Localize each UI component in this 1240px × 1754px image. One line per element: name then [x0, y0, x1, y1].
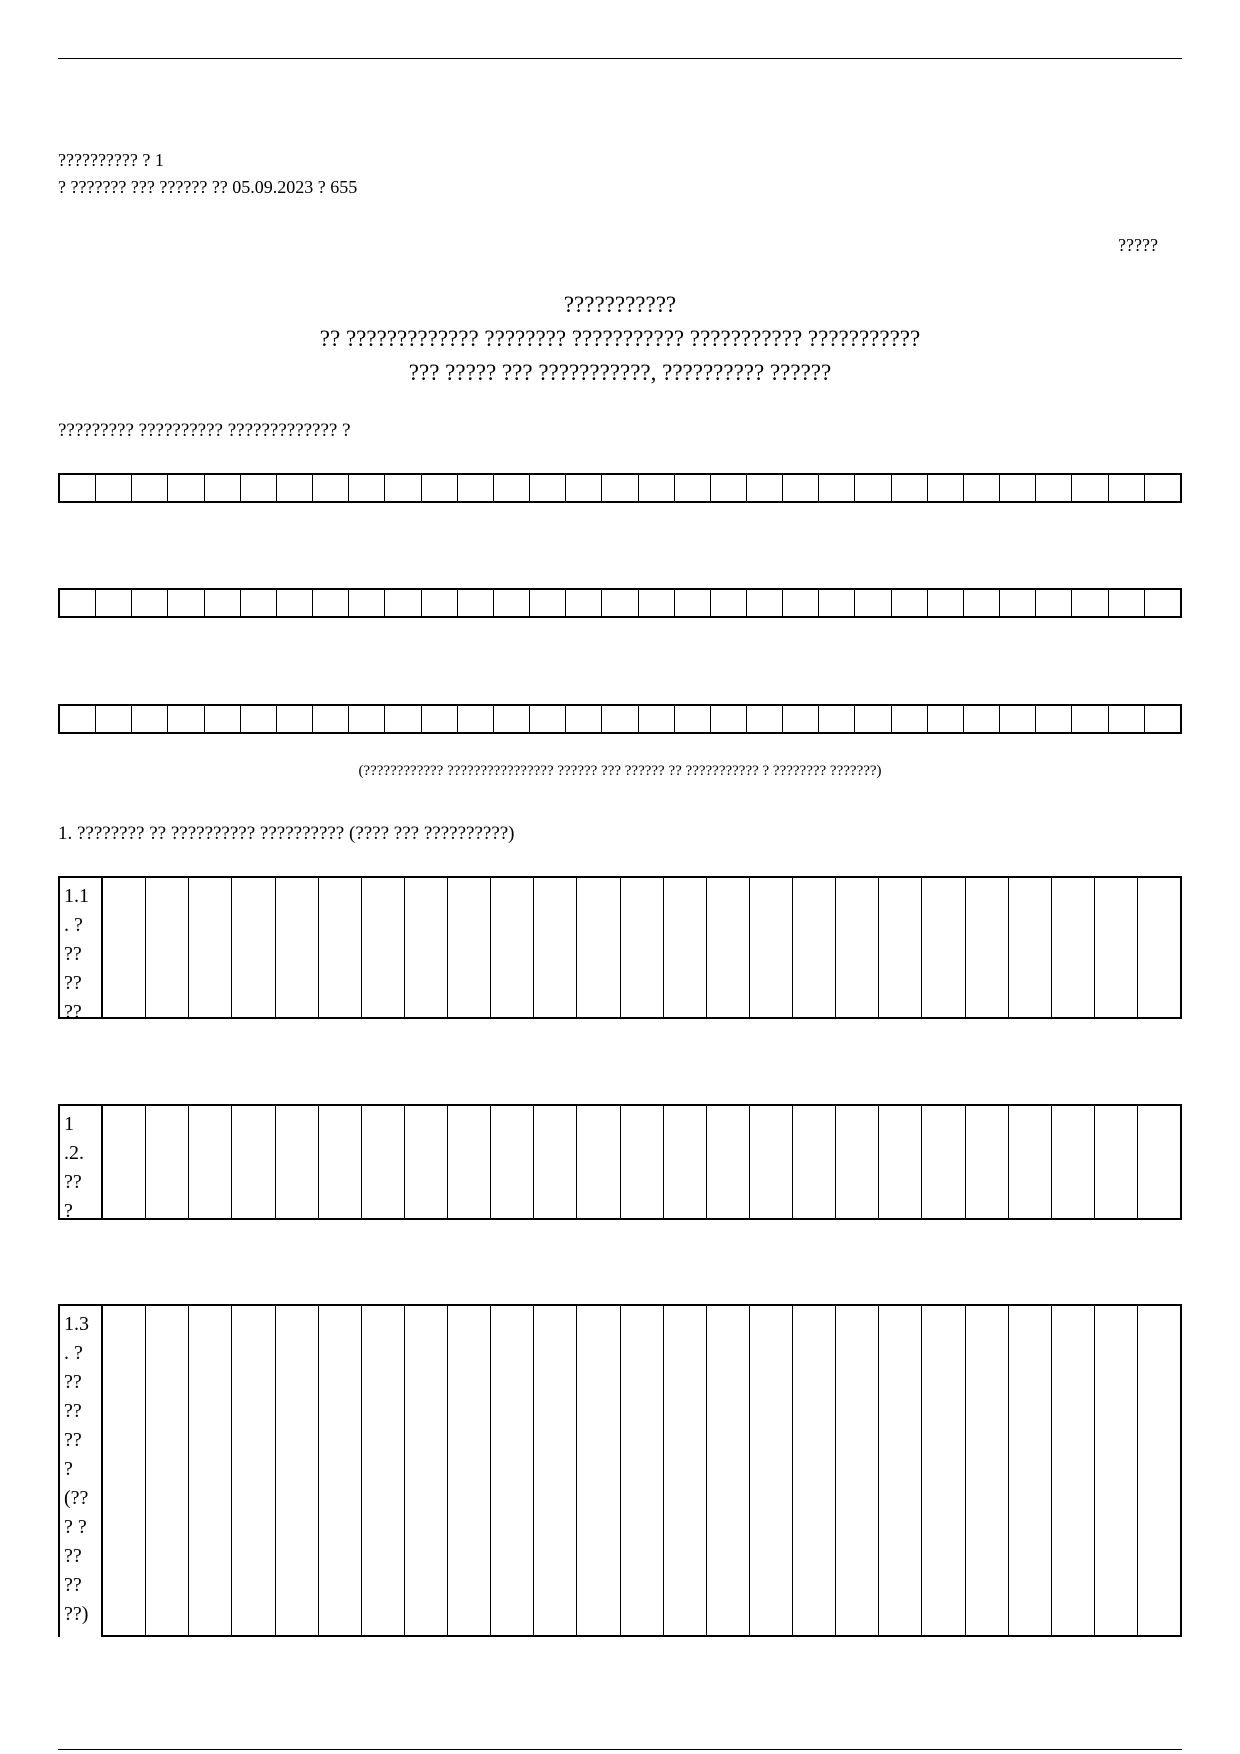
character-cell[interactable]: [205, 590, 241, 616]
character-cell[interactable]: [892, 475, 928, 501]
grid-cell[interactable]: [319, 1306, 362, 1637]
character-cell[interactable]: [602, 590, 638, 616]
character-cell[interactable]: [1145, 706, 1180, 732]
grid-cell[interactable]: [793, 878, 836, 1017]
grid-cell[interactable]: [362, 878, 405, 1017]
grid-cell[interactable]: [534, 878, 577, 1017]
grid-cell[interactable]: [491, 1106, 534, 1218]
grid-cell[interactable]: [922, 878, 965, 1017]
grid-cell[interactable]: [448, 878, 491, 1017]
field-caption: (???????????? ???????????????? ?????? ??? ?????? ?? ??????????? ? ???????? ???????): [358, 763, 882, 779]
grid-cell[interactable]: [750, 878, 793, 1017]
appendix-number: ?????????? ? 1: [58, 150, 164, 170]
character-cell[interactable]: [855, 590, 891, 616]
grid-cell[interactable]: [405, 878, 448, 1017]
character-cell[interactable]: [132, 706, 168, 732]
character-cell[interactable]: [530, 706, 566, 732]
character-cell[interactable]: [132, 475, 168, 501]
grid-cell[interactable]: [707, 878, 750, 1017]
character-cell[interactable]: [711, 706, 747, 732]
grid-cell[interactable]: [146, 1306, 189, 1637]
character-cell[interactable]: [1109, 590, 1145, 616]
top-rule: [58, 58, 1182, 59]
character-cell[interactable]: [1109, 706, 1145, 732]
character-cell[interactable]: [1145, 590, 1180, 616]
grid-cell[interactable]: [621, 878, 664, 1017]
grid-cell[interactable]: [276, 878, 319, 1017]
character-cell[interactable]: [96, 475, 132, 501]
character-cell[interactable]: [964, 706, 1000, 732]
grid-cell[interactable]: [491, 878, 534, 1017]
form-label: ?????: [1118, 235, 1158, 255]
grid-cell[interactable]: [362, 1306, 405, 1637]
character-cell[interactable]: [1072, 590, 1108, 616]
character-cell[interactable]: [892, 706, 928, 732]
grid-cell[interactable]: [707, 1106, 750, 1218]
character-cell[interactable]: [277, 706, 313, 732]
character-cell[interactable]: [385, 475, 421, 501]
grid-cell[interactable]: [621, 1106, 664, 1218]
character-cell[interactable]: [422, 475, 458, 501]
grid-1-2-label: 1 .2. ?? ?: [60, 1106, 103, 1218]
character-cell[interactable]: [349, 590, 385, 616]
grid-cell[interactable]: [276, 1106, 319, 1218]
character-cell[interactable]: [928, 475, 964, 501]
character-cell[interactable]: [313, 590, 349, 616]
grid-1-1-label: 1.1 . ? ?? ?? ??: [60, 878, 103, 1017]
character-cell[interactable]: [1072, 706, 1108, 732]
character-cell[interactable]: [277, 475, 313, 501]
grid-cell[interactable]: [103, 878, 146, 1017]
organization-name-cells-row-3[interactable]: [58, 704, 1182, 734]
grid-cell[interactable]: [232, 1106, 275, 1218]
character-cell[interactable]: [566, 590, 602, 616]
grid-cell[interactable]: [491, 1306, 534, 1637]
grid-cell[interactable]: [577, 1306, 620, 1637]
document-title: ???????????: [563, 292, 677, 317]
character-cell[interactable]: [241, 590, 277, 616]
character-cell[interactable]: [964, 590, 1000, 616]
organization-name-cells-row-1[interactable]: [58, 473, 1182, 503]
character-cell[interactable]: [96, 590, 132, 616]
character-cell[interactable]: [892, 590, 928, 616]
character-cell[interactable]: [639, 475, 675, 501]
character-cell[interactable]: [349, 475, 385, 501]
character-cell[interactable]: [422, 706, 458, 732]
character-cell[interactable]: [458, 590, 494, 616]
grid-cell[interactable]: [1095, 1306, 1138, 1637]
character-cell[interactable]: [349, 706, 385, 732]
character-cell[interactable]: [566, 475, 602, 501]
grid-cell[interactable]: [966, 878, 1009, 1017]
grid-cell[interactable]: [103, 1106, 146, 1218]
grid-cell[interactable]: [1138, 878, 1180, 1017]
grid-cell[interactable]: [103, 1306, 146, 1637]
character-cell[interactable]: [711, 475, 747, 501]
character-cell[interactable]: [241, 475, 277, 501]
character-cell[interactable]: [783, 475, 819, 501]
grid-cell[interactable]: [146, 1106, 189, 1218]
grid-cell[interactable]: [922, 1306, 965, 1637]
character-cell[interactable]: [1109, 475, 1145, 501]
character-cell[interactable]: [639, 590, 675, 616]
character-cell[interactable]: [422, 590, 458, 616]
grid-cell[interactable]: [750, 1106, 793, 1218]
grid-cell[interactable]: [707, 1306, 750, 1637]
grid-cell[interactable]: [1095, 878, 1138, 1017]
grid-cell[interactable]: [319, 1106, 362, 1218]
grid-cell[interactable]: [1138, 1306, 1180, 1637]
character-cell[interactable]: [1036, 475, 1072, 501]
character-cell[interactable]: [819, 590, 855, 616]
character-cell[interactable]: [313, 706, 349, 732]
grid-cell[interactable]: [793, 1306, 836, 1637]
organization-name-cells-row-2[interactable]: [58, 588, 1182, 618]
grid-cell[interactable]: [966, 1106, 1009, 1218]
grid-cell[interactable]: [1052, 878, 1095, 1017]
bottom-rule: [58, 1749, 1182, 1750]
character-cell[interactable]: [96, 706, 132, 732]
grid-cell[interactable]: [534, 1106, 577, 1218]
grid-1-1[interactable]: [58, 876, 1182, 1019]
character-cell[interactable]: [313, 475, 349, 501]
character-cell[interactable]: [855, 475, 891, 501]
grid-1-2[interactable]: [58, 1104, 1182, 1220]
character-cell[interactable]: [1000, 706, 1036, 732]
grid-cell[interactable]: [405, 1306, 448, 1637]
section-1-heading: 1. ???????? ?? ?????????? ?????????? (???? ??? ??????????): [58, 823, 515, 844]
grid-cell[interactable]: [232, 1306, 275, 1637]
character-cell[interactable]: [458, 706, 494, 732]
character-cell[interactable]: [675, 590, 711, 616]
character-cell[interactable]: [1036, 590, 1072, 616]
grid-cell[interactable]: [1009, 1306, 1052, 1637]
character-cell[interactable]: [494, 590, 530, 616]
character-cell[interactable]: [747, 475, 783, 501]
grid-cell[interactable]: [1138, 1106, 1180, 1218]
grid-cell[interactable]: [1095, 1106, 1138, 1218]
appendix-order-reference: ? ??????? ??? ?????? ?? 05.09.2023 ? 655: [58, 177, 358, 197]
grid-cell[interactable]: [879, 1306, 922, 1637]
character-cell[interactable]: [530, 475, 566, 501]
grid-cell[interactable]: [189, 1306, 232, 1637]
character-cell[interactable]: [530, 590, 566, 616]
grid-cell[interactable]: [1009, 1106, 1052, 1218]
grid-cell[interactable]: [621, 1306, 664, 1637]
grid-cell[interactable]: [836, 1306, 879, 1637]
character-cell[interactable]: [747, 590, 783, 616]
organization-name-label: ????????? ?????????? ????????????? ?: [58, 420, 351, 441]
character-cell[interactable]: [458, 475, 494, 501]
character-cell[interactable]: [783, 706, 819, 732]
character-cell[interactable]: [205, 475, 241, 501]
grid-cell[interactable]: [664, 878, 707, 1017]
grid-cell[interactable]: [534, 1306, 577, 1637]
character-cell[interactable]: [747, 706, 783, 732]
grid-cell[interactable]: [836, 1106, 879, 1218]
grid-1-3-label: 1.3 . ? ?? ?? ?? ? (?? ? ? ?? ?? ??): [60, 1306, 103, 1637]
grid-cell[interactable]: [448, 1106, 491, 1218]
grid-cell[interactable]: [879, 878, 922, 1017]
character-cell[interactable]: [928, 706, 964, 732]
character-cell[interactable]: [385, 590, 421, 616]
character-cell[interactable]: [1000, 475, 1036, 501]
character-cell[interactable]: [639, 706, 675, 732]
grid-cell[interactable]: [146, 878, 189, 1017]
character-cell[interactable]: [132, 590, 168, 616]
grid-cell[interactable]: [1052, 1306, 1095, 1637]
grid-cell[interactable]: [966, 1306, 1009, 1637]
character-cell[interactable]: [711, 590, 747, 616]
character-cell[interactable]: [964, 475, 1000, 501]
grid-cell[interactable]: [750, 1306, 793, 1637]
character-cell[interactable]: [675, 475, 711, 501]
document-subtitle-line-1: ?? ????????????? ???????? ??????????? ??????????? ???????????: [319, 326, 921, 351]
character-cell[interactable]: [60, 706, 96, 732]
character-cell[interactable]: [241, 706, 277, 732]
grid-cell[interactable]: [448, 1306, 491, 1637]
grid-cell[interactable]: [577, 878, 620, 1017]
grid-cell[interactable]: [664, 1306, 707, 1637]
character-cell[interactable]: [168, 475, 204, 501]
character-cell[interactable]: [205, 706, 241, 732]
character-cell[interactable]: [1036, 706, 1072, 732]
grid-cell[interactable]: [276, 1306, 319, 1637]
grid-cell[interactable]: [362, 1106, 405, 1218]
grid-cell[interactable]: [836, 878, 879, 1017]
grid-cell[interactable]: [232, 878, 275, 1017]
grid-cell[interactable]: [664, 1106, 707, 1218]
grid-cell[interactable]: [319, 878, 362, 1017]
grid-cell[interactable]: [405, 1106, 448, 1218]
character-cell[interactable]: [819, 475, 855, 501]
character-cell[interactable]: [385, 706, 421, 732]
character-cell[interactable]: [1072, 475, 1108, 501]
character-cell[interactable]: [168, 590, 204, 616]
character-cell[interactable]: [566, 706, 602, 732]
character-cell[interactable]: [602, 475, 638, 501]
grid-cell[interactable]: [1009, 878, 1052, 1017]
character-cell[interactable]: [60, 590, 96, 616]
character-cell[interactable]: [60, 475, 96, 501]
character-cell[interactable]: [1000, 590, 1036, 616]
grid-1-3[interactable]: [58, 1304, 1182, 1637]
grid-cell[interactable]: [1052, 1106, 1095, 1218]
grid-cell[interactable]: [879, 1106, 922, 1218]
character-cell[interactable]: [168, 706, 204, 732]
document-subtitle-line-2: ??? ????? ??? ???????????, ?????????? ??????: [408, 360, 832, 385]
character-cell[interactable]: [928, 590, 964, 616]
character-cell[interactable]: [494, 475, 530, 501]
character-cell[interactable]: [602, 706, 638, 732]
character-cell[interactable]: [1145, 475, 1180, 501]
character-cell[interactable]: [855, 706, 891, 732]
character-cell[interactable]: [783, 590, 819, 616]
grid-cell[interactable]: [189, 878, 232, 1017]
grid-cell[interactable]: [793, 1106, 836, 1218]
character-cell[interactable]: [494, 706, 530, 732]
character-cell[interactable]: [675, 706, 711, 732]
grid-cell[interactable]: [922, 1106, 965, 1218]
character-cell[interactable]: [819, 706, 855, 732]
grid-cell[interactable]: [189, 1106, 232, 1218]
character-cell[interactable]: [277, 590, 313, 616]
grid-cell[interactable]: [577, 1106, 620, 1218]
